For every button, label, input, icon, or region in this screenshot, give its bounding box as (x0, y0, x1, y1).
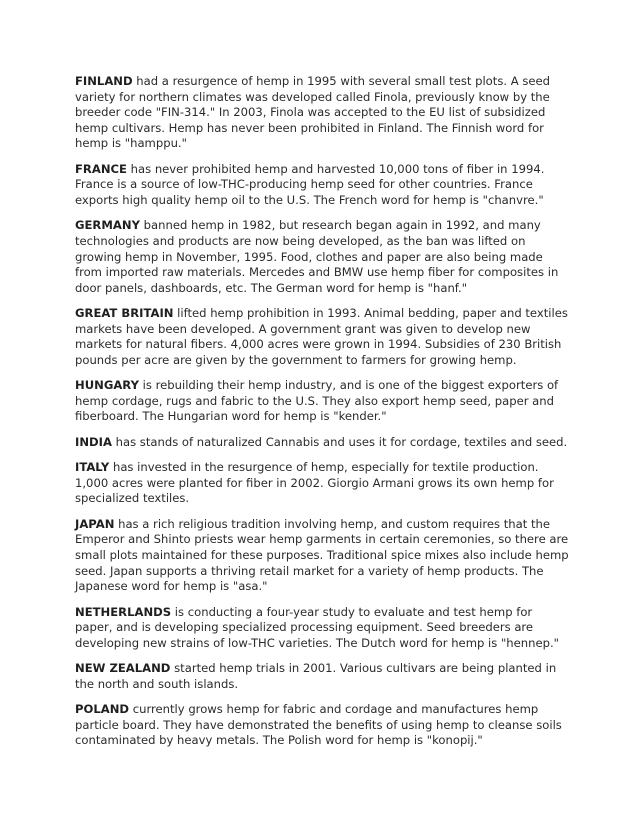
country-name: HUNGARY (75, 378, 139, 393)
paragraph-france (75, 162, 569, 209)
paragraph-netherlands (75, 605, 569, 652)
paragraph-hungary (75, 378, 569, 425)
country-name: FINLAND (75, 74, 133, 88)
country-name: ITALY (75, 460, 110, 475)
country-name: JAPAN (75, 516, 115, 531)
paragraph-great-britain (75, 306, 569, 368)
country-name: NETHERLANDS (75, 604, 172, 619)
country-name: POLAND (75, 702, 130, 717)
document-body (75, 74, 569, 759)
paragraph-india (75, 435, 569, 451)
paragraph-text: started hemp trials in 2001. Various cultivars are being planted in the north and south islands. (75, 661, 557, 691)
paragraph-text: had a resurgence of hemp in 1995 with several small test plots. A seed variety for northern climates was developed called Finola, previously know by the breeder code "FIN-314." In 2003, Finola was accepted to the EU list of subsidized hemp cultivars. Hemp has never been prohibited in Finland. The Finnish word for hemp is "hamppu." (75, 74, 551, 151)
paragraph-text: lifted hemp prohibition in 1993. Animal bedding, paper and textiles markets have been developed. A government grant was given to develop new markets for natural fibers. 4,000 acres were grown in 1994. Subsidies of 230 British pounds per acre are given by the government to farmers for growing hemp. (75, 306, 568, 367)
paragraph-poland (75, 702, 569, 749)
country-name: GREAT BRITAIN (75, 306, 174, 321)
paragraph-text: has never prohibited hemp and harvested 10,000 tons of fiber in 1994. France is a source of low-THC-producing hemp seed for other countries. France exports high quality hemp oil to the U.S. The French word for hemp is "chanvre." (75, 161, 545, 207)
paragraph-italy (75, 460, 569, 507)
paragraph-germany (75, 218, 569, 296)
paragraph-text: has stands of naturalized Cannabis and uses it for cordage, textiles and seed. (111, 434, 568, 449)
paragraph-japan (75, 517, 569, 595)
paragraph-text: is rebuilding their hemp industry, and is one of the biggest exporters of hemp cordage, rugs and fabric to the U.S. They also export hemp seed, paper and fiberboard. The Hungarian word for hemp is "kender." (75, 378, 559, 424)
country-name: INDIA (75, 434, 112, 449)
paragraph-text: is conducting a four-year study to evaluate and test hemp for paper, and is developing specialized processing equipment. Seed breeders are developing new strains of low-THC varieties. The Dutch word for hemp is "hennep." (75, 604, 559, 650)
paragraph-finland (75, 74, 569, 152)
paragraph-text: has invested in the resurgence of hemp, especially for textile production. 1,000 acres were planted for fiber in 2002. Giorgio Armani grows its own hemp for specialized textiles. (75, 460, 554, 506)
paragraph-new-zealand (75, 661, 569, 692)
country-name: FRANCE (75, 161, 127, 176)
country-name: NEW ZEALAND (75, 661, 171, 676)
paragraph-text: currently grows hemp for fabric and cordage and manufactures hemp particle board. They have demonstrated the benefits of using hemp to cleanse soils contaminated by heavy metals. The Polish word for hemp is "konopij." (75, 702, 562, 748)
paragraph-text: banned hemp in 1982, but research began again in 1992, and many technologies and products are now being developed, as the ban was lifted on growing hemp in November, 1995. Food, clothes and paper are also being made from imported raw materials. Mercedes and BMW use hemp fiber for composites in door panels, dashboards, etc. The German word for hemp is "hanf." (75, 218, 559, 295)
country-name: GERMANY (75, 218, 140, 233)
paragraph-text: has a rich religious tradition involving hemp, and custom requires that the Emperor and Shinto priests wear hemp garments in certain ceremonies, so there are small plots maintained for these purposes. Traditional spice mixes also include hemp seed. Japan supports a thriving retail market for a variety of hemp products. The Japanese word for hemp is "asa." (75, 516, 569, 594)
